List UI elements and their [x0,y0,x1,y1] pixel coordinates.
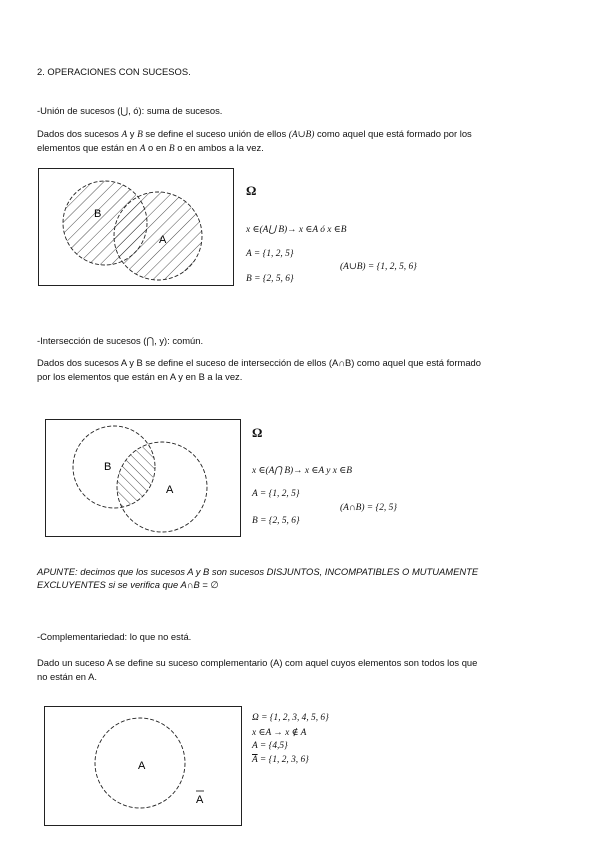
complement-formula-omega: Ω = {1, 2, 3, 4, 5, 6} [252,713,329,723]
union-circle-a [114,192,202,280]
intersection-venn-diagram [45,419,241,537]
intersection-desc-line2: por los elementos que están en A y en B a la vez. [37,371,243,382]
intersection-formula-a: A = {1, 2, 5} [252,489,300,499]
union-formula-rule: x ∈(A⋃ B)→ x ∈A ó x ∈B [246,225,347,235]
intersection-label-b: B [104,461,112,473]
complement-formula-abar: $\overline{A} = \{1$, 2, 3, 6} [252,755,309,765]
section-heading: 2. OPERACIONES CON SUCESOS. [37,66,191,77]
apunte-line2: EXCLUYENTES si se verifica que A∩B = ∅ [37,579,219,590]
intersection-title: -Intersección de sucesos (⋂, y): común. [37,335,204,346]
union-formula-b: B = {2, 5, 6} [246,274,294,284]
abar-symbol: $\overline{A}$ [252,755,258,765]
union-desc-line2: elementos que están en A o en B o en ambos a la vez. [37,142,264,154]
complement-desc-line2: no están en A. [37,671,97,682]
complement-label-a: A [138,760,146,772]
complement-label-abar: A [196,794,204,806]
apunte-line1: APUNTE: decimos que los sucesos A y B son sucesos DISJUNTOS, INCOMPATIBLES O MUTUAMENTE [37,566,479,577]
intersection-label-a: A [166,484,174,496]
intersection-formula-b: B = {2, 5, 6} [252,516,300,526]
complement-desc-line1: Dado un suceso A se define su suceso complementario (A) com aquel cuyos elementos son todos los que [37,657,478,668]
union-venn-diagram [38,168,234,286]
intersection-formula-rule: x ∈(A⋂ B)→ x ∈A y x ∈B [252,466,352,476]
complement-formula-rule: x ∈A → x ∉ A [252,728,307,738]
intersection-formula-result: (A∩B) = {2, 5} [340,503,398,513]
union-formula-a: A = {1, 2, 5} [246,249,294,259]
complement-venn-diagram [44,706,242,826]
complement-title: -Complementariedad: lo que no está. [37,631,192,642]
intersection-omega: Ω [252,425,263,440]
intersection-hatched-region [117,442,207,532]
complement-formula-a: A = {4,5} [252,741,288,751]
union-label-b: B [94,208,102,220]
union-label-a: A [159,234,167,246]
union-title: -Unión de sucesos (⋃, ó): suma de sucesos. [37,105,223,116]
intersection-desc-line1: Dados dos sucesos A y B se define el suceso de intersección de ellos (A∩B) como aquel que está formado [37,357,481,368]
union-formula-result: (A∪B) = {1, 2, 5, 6} [340,262,417,272]
union-desc-line1: Dados dos sucesos A y B se define el suceso unión de ellos (A∪B) como aquel que está formado por los [37,128,472,140]
union-omega: Ω [246,183,257,198]
